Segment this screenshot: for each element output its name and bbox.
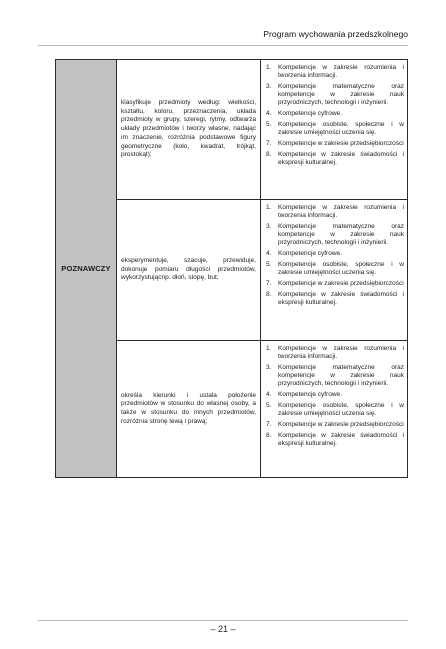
competence-item: 7. Kompetencje w zakresie przedsiębiorczości bbox=[266, 140, 404, 147]
category-label: POZNAWCZY bbox=[61, 264, 111, 273]
description-text: eksperymentuje, szacuje, przewiduje, dokonuje pomiaru długości przedmiotów, wykorzystującnp. dłoń, stopę, but; bbox=[121, 256, 256, 282]
table-row bbox=[117, 60, 407, 199]
description-text: klasyfikuje przedmioty według: wielkości, kształtu, koloru, przeznaczenia, układa przedmioty w grupy, szeregi, rytmy, odtwarza układy przedmiotów i tworzy własne, nadając im znaczenie, rozróżnia podstawowe figury geometryczne (koło, kwadrat, trójkąt, prostokąt); bbox=[121, 99, 256, 159]
competence-item: 5. Kompetencje osobiste, społeczne i w zakresie umiejętności uczenia się. bbox=[266, 402, 404, 418]
competence-item: 1. Kompetencje w zakresie rozumienia i tworzenia informacji. bbox=[266, 204, 404, 220]
competence-list bbox=[266, 64, 404, 167]
competences-cell bbox=[261, 60, 407, 199]
competence-item: 1. Kompetencje w zakresie rozumienia i tworzenia informacji. bbox=[266, 64, 404, 80]
competence-item: 7. Kompetencje w zakresie przedsiębiorczości bbox=[266, 280, 404, 287]
competence-item: 3. Kompetencje matematyczne oraz kompetencje w zakresie nauk przyrodniczych, technologii i inżynierii. bbox=[266, 83, 404, 107]
competence-item: 4. Kompetencje cyfrowe. bbox=[266, 110, 342, 118]
description-text: określa kierunki i ustala położenie przedmiotów w stosunku do własnej osoby, a także w stosunku do innych przedmiotów, rozróżnia stronę lewą i prawą; bbox=[121, 391, 256, 425]
competence-item: 1. Kompetencje w zakresie rozumienia i tworzenia informacji. bbox=[266, 345, 404, 361]
competence-item: 8. Kompetencje w zakresie świadomości i ekspresji kulturalnej. bbox=[266, 290, 404, 306]
table-row bbox=[117, 340, 407, 477]
header-divider bbox=[38, 45, 408, 46]
competence-item: 5. Kompetencje osobiste, społeczne i w zakresie umiejętności uczenia się. bbox=[266, 121, 404, 137]
description-cell bbox=[117, 341, 261, 477]
competence-item: 4. Kompetencje cyfrowe. bbox=[266, 391, 342, 399]
competence-item: 5. Kompetencje osobiste, społeczne i w zakresie umiejętności uczenia się. bbox=[266, 261, 404, 277]
competence-item: 3. Kompetencje matematyczne oraz kompetencje w zakresie nauk przyrodniczych, technologii i inżynierii. bbox=[266, 364, 404, 388]
page-number: – 21 – bbox=[210, 624, 236, 634]
competence-list bbox=[266, 345, 404, 448]
competence-item: 4. Kompetencje cyfrowe. bbox=[266, 250, 342, 258]
description-cell bbox=[117, 200, 261, 340]
competence-item: 3. Kompetencje matematyczne oraz kompetencje w zakresie nauk przyrodniczych, technologii i inżynierii. bbox=[266, 223, 404, 247]
table-row bbox=[117, 199, 407, 340]
category-cell bbox=[56, 60, 117, 477]
competence-item: 8. Kompetencje w zakresie świadomości i ekspresji kulturalnej. bbox=[266, 431, 404, 447]
running-header: Program wychowania przedszkolnego bbox=[263, 29, 408, 39]
competences-cell bbox=[261, 200, 407, 340]
competences-cell bbox=[261, 341, 407, 477]
description-cell bbox=[117, 60, 261, 199]
competence-table bbox=[55, 59, 408, 478]
footer-divider bbox=[38, 620, 408, 621]
competence-item: 8. Kompetencje w zakresie świadomości i ekspresji kulturalnej. bbox=[266, 150, 404, 166]
competence-list bbox=[266, 204, 404, 307]
competence-item: 7. Kompetencje w zakresie przedsiębiorczości bbox=[266, 421, 404, 428]
